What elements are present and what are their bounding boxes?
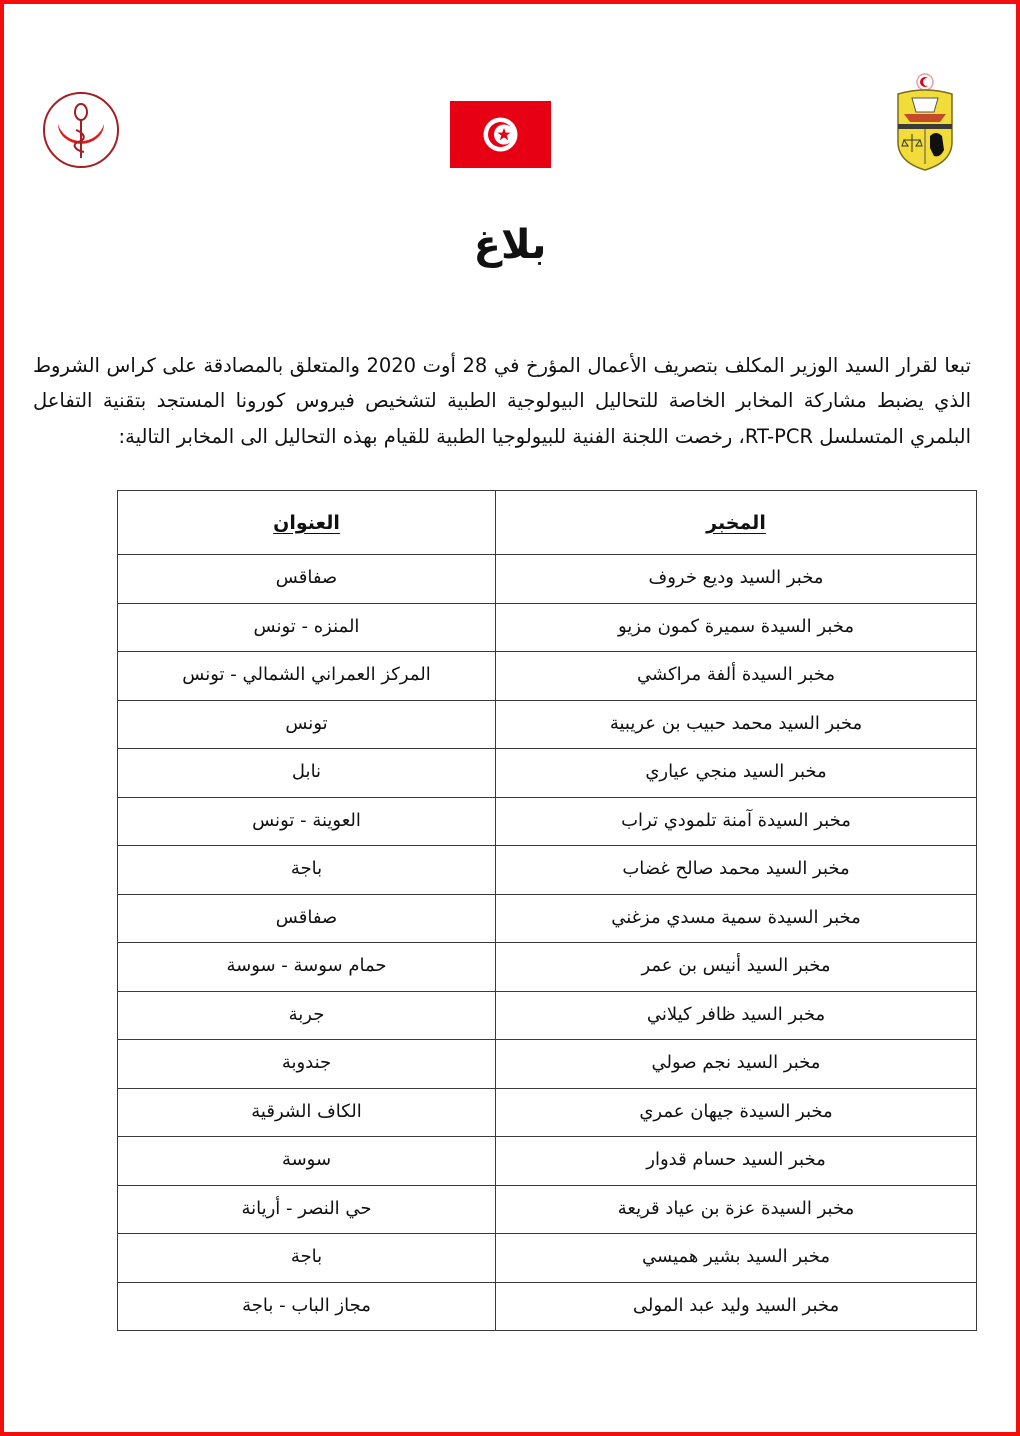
lab-cell: مخبر السيد وديع خروف [496, 555, 977, 604]
lab-cell: مخبر السيدة عزة بن عياد قريعة [496, 1185, 977, 1234]
table-row [118, 991, 977, 1040]
table-row [118, 1282, 977, 1331]
table-row [118, 555, 977, 604]
address-cell: سوسة [118, 1137, 496, 1186]
address-cell: مجاز الباب - باجة [118, 1282, 496, 1331]
page-title: بلاغ [473, 222, 547, 268]
address-cell: حي النصر - أريانة [118, 1185, 496, 1234]
address-cell: صفاقس [118, 894, 496, 943]
lab-cell: مخبر السيد محمد حبيب بن عريبية [496, 700, 977, 749]
address-cell: باجة [118, 846, 496, 895]
lab-cell: مخبر السيد بشير هميسي [496, 1234, 977, 1283]
lab-cell: مخبر السيد وليد عبد المولى [496, 1282, 977, 1331]
address-cell: صفاقس [118, 555, 496, 604]
lab-cell: مخبر السيدة جيهان عمري [496, 1088, 977, 1137]
lab-cell: مخبر السيدة سمية مسدي مزغني [496, 894, 977, 943]
labs-table [117, 490, 977, 1331]
table-row [118, 1137, 977, 1186]
table-row [118, 943, 977, 992]
table-row [118, 700, 977, 749]
address-cell: جندوبة [118, 1040, 496, 1089]
lab-cell: مخبر السيد محمد صالح غضاب [496, 846, 977, 895]
table-row [118, 1234, 977, 1283]
table-row [118, 894, 977, 943]
address-cell: تونس [118, 700, 496, 749]
address-cell: حمام سوسة - سوسة [118, 943, 496, 992]
lab-cell: مخبر السيد نجم صولي [496, 1040, 977, 1089]
address-cell: جربة [118, 991, 496, 1040]
lab-cell: مخبر السيد منجي عياري [496, 749, 977, 798]
lab-cell: مخبر السيد حسام قدوار [496, 1137, 977, 1186]
lab-cell: مخبر السيدة سميرة كمون مزيو [496, 603, 977, 652]
table-row [118, 652, 977, 701]
lab-cell: مخبر السيد أنيس بن عمر [496, 943, 977, 992]
table-row [118, 846, 977, 895]
lab-cell: مخبر السيدة ألفة مراكشي [496, 652, 977, 701]
header-lab: المخبر [496, 491, 977, 555]
intro-paragraph: تبعا لقرار السيد الوزير المكلف بتصريف الأعمال المؤرخ في 28 أوت 2020 والمتعلق بالمصادقة على كراس الشروط الذي يضبط مشاركة المخابر الخاصة للتحاليل البيولوجية الطبية لتشخيص فيروس كورونا المستجد بتقنية التفاعل البلمري المتسلسل RT-PCR، رخصت اللجنة الفنية للبيولوجيا الطبية للقيام بهذه التحاليل الى المخابر التالية: [33, 353, 971, 448]
lab-cell: مخبر السيد ظافر كيلاني [496, 991, 977, 1040]
header-address: العنوان [118, 491, 496, 555]
address-cell: الكاف الشرقية [118, 1088, 496, 1137]
address-cell: المركز العمراني الشمالي - تونس [118, 652, 496, 701]
table-header-row [118, 491, 977, 555]
table-row [118, 603, 977, 652]
table-row [118, 749, 977, 798]
table-row [118, 1040, 977, 1089]
tunisia-flag-icon [450, 101, 551, 168]
address-cell: المنزه - تونس [118, 603, 496, 652]
health-ministry-emblem-icon [40, 90, 122, 170]
address-cell: العوينة - تونس [118, 797, 496, 846]
table-row [118, 1088, 977, 1137]
lab-cell: مخبر السيدة آمنة تلمودي تراب [496, 797, 977, 846]
address-cell: باجة [118, 1234, 496, 1283]
tunisia-coat-of-arms-icon [890, 72, 960, 172]
address-cell: نابل [118, 749, 496, 798]
table-row [118, 1185, 977, 1234]
table-row [118, 797, 977, 846]
